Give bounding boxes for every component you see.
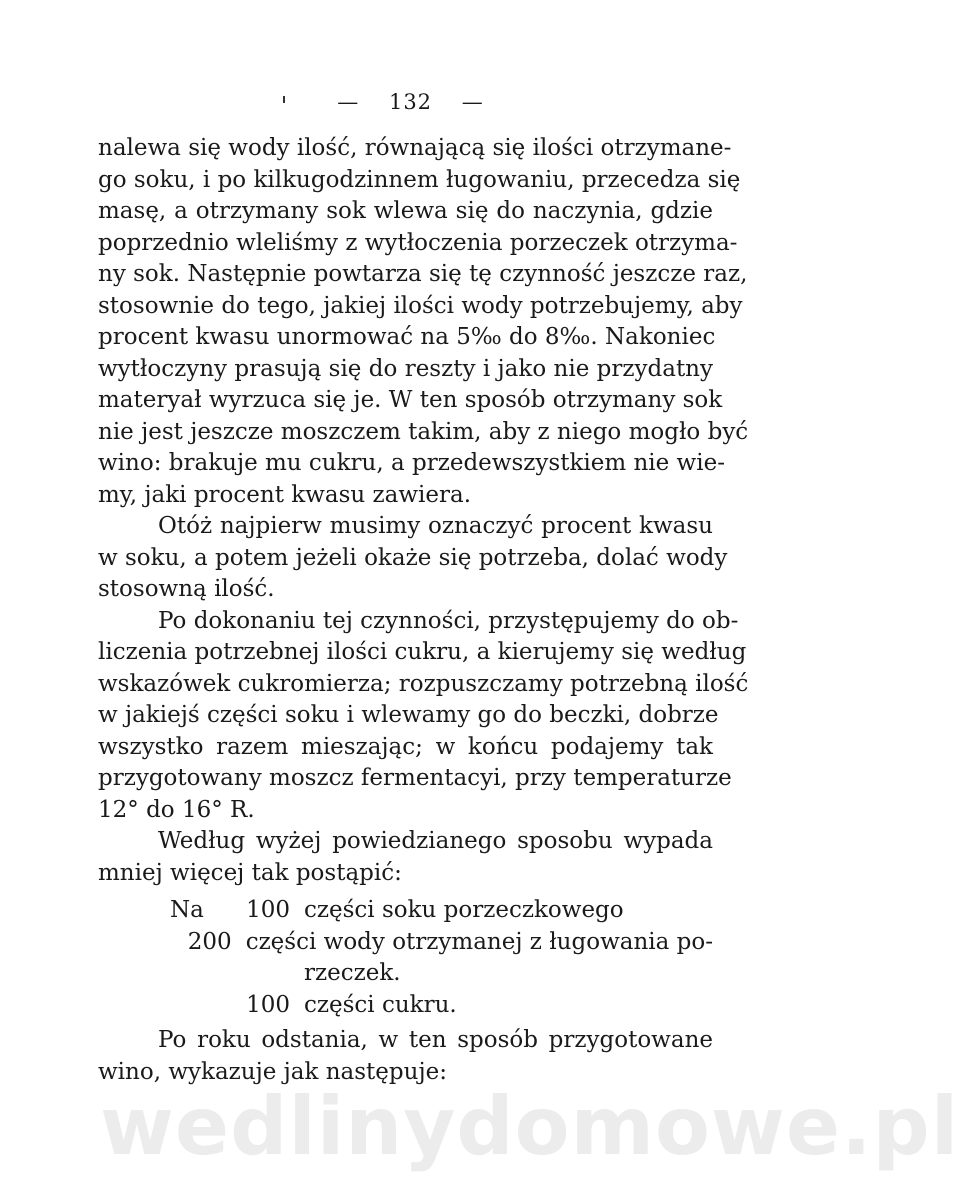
recipe-text: części cukru.: [304, 991, 457, 1018]
text-line: Otóż najpierw musimy oznaczyć procent kwasu: [158, 513, 713, 539]
paragraph-1: [98, 133, 749, 511]
paragraph-3: [98, 606, 749, 827]
text-line: wino: brakuje mu cukru, a przedewszystkiem nie wie-: [98, 450, 725, 476]
page-number: 132: [388, 90, 433, 114]
text-line: masę, a otrzymany sok wlewa się do naczynia, gdzie: [98, 198, 713, 224]
recipe-prefix-spacer: [98, 990, 238, 1022]
text-line: wszystko razem mieszając; w końcu podajemy tak: [98, 733, 713, 760]
recipe-row: [98, 927, 713, 959]
header-dash-right: —: [461, 90, 484, 114]
text-line: wytłoczyny prasują się do reszty i jako nie przydatny: [98, 355, 713, 382]
paragraph-5: [98, 1025, 713, 1088]
recipe-amount: 200: [187, 928, 232, 955]
recipe-prefix: Na: [170, 897, 204, 923]
text-line: procent kwasu unormować na 5‰ do 8‰. Nakoniec: [98, 324, 716, 350]
text-line: stosownie do tego, jakiej ilości wody potrzebujemy, aby: [98, 292, 743, 319]
recipe-text: części wody otrzymanej z ługowania po-: [245, 928, 713, 955]
text-line: ny sok. Następnie powtarza się tę czynność jeszcze raz,: [98, 261, 748, 287]
recipe-text: rzeczek.: [304, 960, 401, 986]
text-line: Po roku odstania, w ten sposób przygotowane: [158, 1027, 713, 1053]
recipe-row: [98, 895, 713, 927]
text-line: wino, wykazuje jak następuje:: [98, 1058, 447, 1085]
recipe-amount: 100: [246, 897, 290, 923]
paragraph-4: [98, 826, 713, 889]
page-header: [0, 90, 821, 114]
page-body: [98, 133, 749, 1088]
text-line: w jakiejś części soku i wlewamy go do beczki, dobrze: [98, 702, 719, 728]
header-dash-left: —: [337, 90, 360, 114]
text-line: my, jaki procent kwasu zawiera.: [98, 481, 472, 508]
recipe-row: [98, 990, 713, 1022]
text-line: materyał wyrzuca się je. W ten sposób otrzymany sok: [98, 387, 723, 413]
recipe-row-continuation: [98, 958, 713, 990]
recipe-text: części soku porzeczkowego: [304, 897, 624, 923]
text-line: w soku, a potem jeżeli okaże się potrzeba, dolać wody: [98, 544, 728, 571]
recipe-amount: 100: [246, 991, 290, 1018]
text-line: Według wyżej powiedzianego sposobu wypada: [158, 828, 713, 854]
text-line: liczenia potrzebnej ilości cukru, a kierujemy się według: [98, 639, 747, 665]
recipe-list: [98, 895, 713, 1021]
text-line: 12° do 16° R.: [98, 796, 255, 823]
text-line: mniej więcej tak postąpić:: [98, 859, 402, 886]
text-line: nalewa się wody ilość, równającą się ilości otrzymane-: [98, 135, 732, 161]
text-line: go soku, i po kilkugodzinnem ługowaniu, przecedza się: [98, 166, 741, 193]
recipe-prefix-spacer: [98, 927, 188, 959]
text-line: Po dokonaniu tej czynności, przystępujemy do ob-: [158, 607, 739, 634]
text-line: przygotowany moszcz fermentacyi, przy temperaturze: [98, 765, 732, 791]
text-line: poprzednio wleliśmy z wytłoczenia porzeczek otrzyma-: [98, 229, 738, 256]
watermark: wedlinydomowe.pl: [100, 1080, 959, 1173]
text-line: nie jest jeszcze moszczem takim, aby z niego mogło być: [98, 418, 749, 445]
text-line: stosowną ilość.: [98, 576, 275, 602]
text-line: wskazówek cukromierza; rozpuszczamy potrzebną ilość: [98, 670, 749, 697]
paragraph-2: [98, 511, 728, 606]
